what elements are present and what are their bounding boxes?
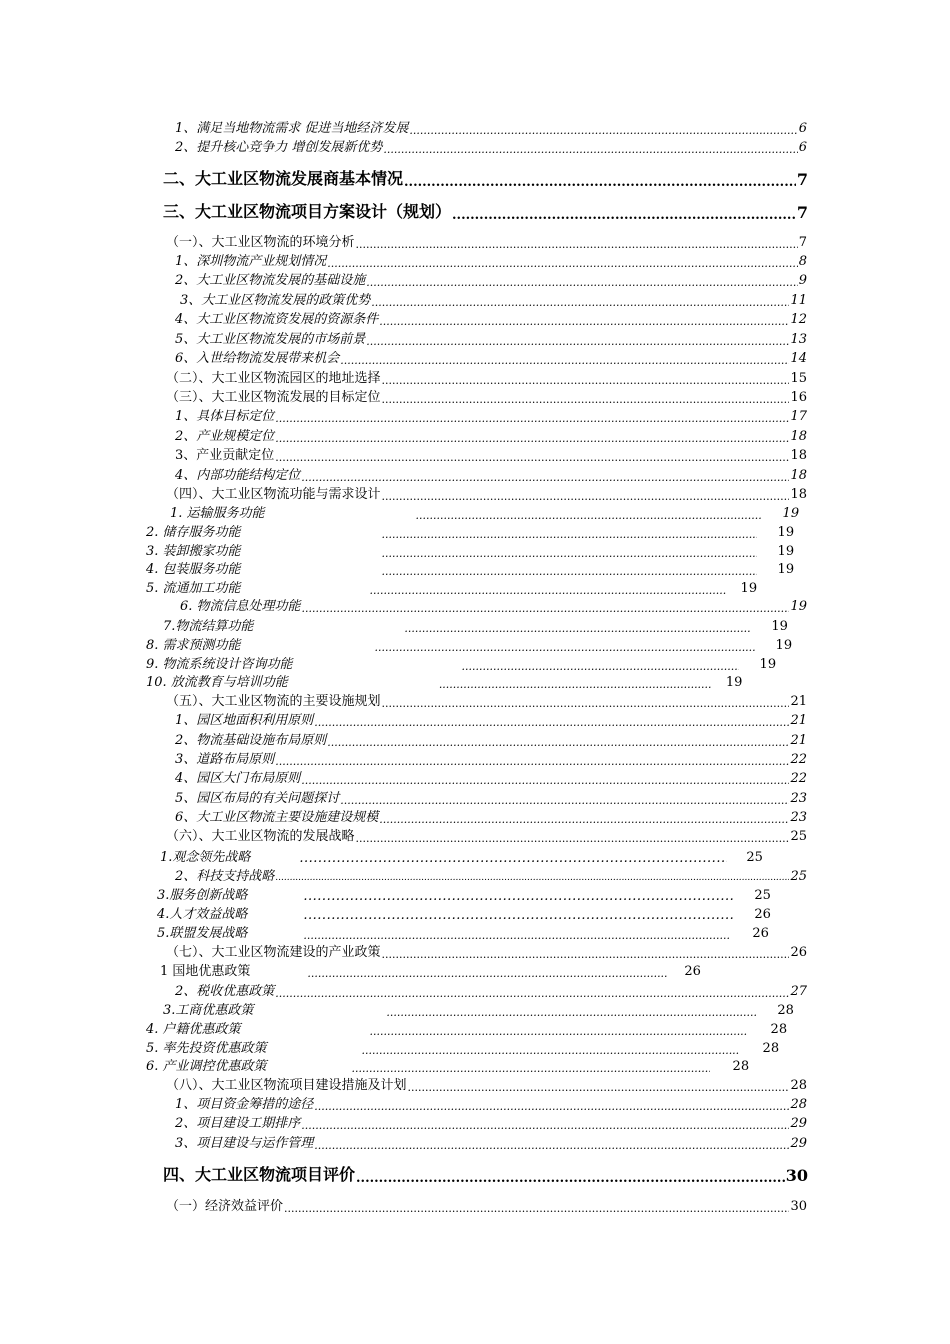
toc-entry-title: 6. 物流信息处理功能 xyxy=(180,599,301,614)
toc-entry-title: 二、大工业区物流发展商基本情况 xyxy=(163,169,404,188)
dot-leader xyxy=(382,949,790,960)
toc-entry-title: （一）经济效益评价 xyxy=(166,1199,284,1214)
toc-entry-page: 11 xyxy=(790,293,807,308)
dot-leader xyxy=(303,930,731,941)
toc-entry-title: 3.服务创新战略 xyxy=(157,888,248,903)
toc-entry-page: 6 xyxy=(798,121,807,136)
toc-entry-page: 25 xyxy=(754,888,771,903)
toc-entry xyxy=(175,405,807,424)
dot-leader xyxy=(386,1007,756,1018)
dot-leader xyxy=(275,756,789,767)
toc-entry-title: 1、项目资金筹措的途径 xyxy=(175,1097,314,1112)
dot-leader xyxy=(408,1082,790,1093)
toc-entry-title: 3、项目建设与运作管理 xyxy=(175,1136,314,1151)
toc-entry-page: 26 xyxy=(684,964,701,979)
dot-leader xyxy=(379,316,789,327)
toc-entry-page: 7 xyxy=(796,170,808,189)
toc-section xyxy=(166,231,807,250)
dot-leader xyxy=(409,125,797,136)
toc-section xyxy=(166,1074,807,1093)
toc-entry-page: 30 xyxy=(785,1166,808,1185)
toc-entry-page: 19 xyxy=(777,525,795,540)
dot-leader xyxy=(327,258,797,269)
toc-entry-page: 15 xyxy=(790,371,807,386)
dot-leader xyxy=(356,1172,785,1185)
toc-section xyxy=(166,1195,807,1214)
toc-entry-title: （八）、大工业区物流项目建设措施及计划 xyxy=(166,1078,407,1093)
toc-entry xyxy=(175,865,807,884)
toc-entry xyxy=(146,653,808,672)
toc-entry-page: 17 xyxy=(790,409,807,424)
toc-entry-title: 10. 放流教育与培训功能 xyxy=(146,675,288,690)
toc-entry-page: 19 xyxy=(759,657,777,672)
toc-entry xyxy=(175,250,807,269)
toc-section xyxy=(166,367,807,386)
dot-leader xyxy=(301,775,789,786)
toc-entry xyxy=(157,884,791,903)
toc-entry-title: 5. 流通加工功能 xyxy=(146,581,241,596)
dot-leader xyxy=(439,679,711,690)
toc-entry xyxy=(146,1055,772,1074)
toc-entry xyxy=(175,1112,807,1131)
toc-entry xyxy=(175,117,807,136)
toc-entry-title: 6、大工业区物流主要设施建设规模 xyxy=(175,810,379,825)
toc-entry xyxy=(175,464,807,483)
dot-leader xyxy=(302,603,790,614)
toc-entry-page: 19 xyxy=(775,638,793,653)
dot-leader xyxy=(382,394,790,405)
toc-entry-page: 6 xyxy=(798,140,807,155)
toc-entry xyxy=(175,425,807,444)
toc-entry xyxy=(180,289,807,308)
dot-leader xyxy=(366,277,797,288)
toc-entry-page: 13 xyxy=(790,332,807,347)
toc-entry-title: 2、提升核心竞争力 增创发展新优势 xyxy=(175,140,383,155)
toc-entry xyxy=(160,846,788,865)
toc-entry xyxy=(146,1018,808,1037)
dot-leader xyxy=(275,873,789,884)
toc-entry-title: （六）、大工业区物流的发展战略 xyxy=(166,829,355,844)
toc-entry-title: 4、园区大门布局原则 xyxy=(175,771,301,786)
dot-leader xyxy=(379,814,789,825)
toc-entry-title: 1、深圳物流产业规划情况 xyxy=(175,254,327,269)
dot-leader xyxy=(327,737,789,748)
dot-leader xyxy=(366,336,789,347)
toc-chapter xyxy=(163,1162,808,1185)
toc-entry xyxy=(163,999,808,1018)
dot-leader xyxy=(382,698,790,709)
toc-entry-title: 6、入世给物流发展带来机会 xyxy=(175,351,340,366)
toc-entry xyxy=(175,269,807,288)
toc-entry-page: 7 xyxy=(798,235,807,250)
toc-entry xyxy=(146,521,808,540)
toc-entry-title: 1.观念领先战略 xyxy=(160,850,251,865)
toc-entry-page: 28 xyxy=(762,1041,780,1056)
toc-entry-title: 5.联盟发展战略 xyxy=(157,926,248,941)
toc-section xyxy=(166,825,807,844)
toc-entry xyxy=(146,1037,808,1056)
toc-entry-page: 23 xyxy=(790,791,807,806)
toc-entry-title: 3. 装卸搬家功能 xyxy=(146,544,241,559)
toc-entry-title: 1. 运输服务功能 xyxy=(170,506,265,521)
toc-entry-page: 19 xyxy=(777,562,795,577)
toc-entry xyxy=(180,595,807,614)
toc-entry-page: 26 xyxy=(752,926,769,941)
toc-entry xyxy=(175,347,807,366)
dot-leader xyxy=(307,968,667,979)
toc-entry-page: 28 xyxy=(770,1022,788,1037)
toc-entry-page: 28 xyxy=(790,1078,807,1093)
dot-leader xyxy=(416,510,762,521)
dot-leader xyxy=(352,1063,710,1074)
toc-entry xyxy=(175,328,807,347)
toc-entry-title: 1 国地优惠政策 xyxy=(160,964,251,979)
toc-entry xyxy=(175,787,807,806)
toc-entry-page: 28 xyxy=(777,1003,794,1018)
toc-entry-page: 18 xyxy=(790,487,807,502)
toc-entry-title: 1、满足当地物流需求 促进当地经济发展 xyxy=(175,121,409,136)
dot-leader xyxy=(275,452,789,463)
toc-entry xyxy=(146,540,808,559)
toc-entry-page: 18 xyxy=(790,429,807,444)
toc-entry-page: 18 xyxy=(790,448,807,463)
toc-entry-title: 4.人才效益战略 xyxy=(157,907,248,922)
toc-section xyxy=(166,386,807,405)
toc-entry-title: 4. 包装服务功能 xyxy=(146,562,241,577)
dot-leader xyxy=(314,717,789,728)
toc-entry xyxy=(175,709,807,728)
toc-entry xyxy=(175,748,807,767)
dot-leader xyxy=(301,472,789,483)
toc-entry-title: 4. 户籍优惠政策 xyxy=(146,1022,241,1037)
toc-entry-page: 29 xyxy=(790,1136,807,1151)
toc-entry-title: 5、大工业区物流发展的市场前景 xyxy=(175,332,366,347)
toc-entry-title: 2、税收优惠政策 xyxy=(175,984,275,999)
toc-entry-title: （四）、大工业区物流功能与需求设计 xyxy=(166,487,381,502)
toc-entry-title: 2、项目建设工期排序 xyxy=(175,1116,301,1131)
toc-entry xyxy=(146,634,808,653)
toc-entry-page: 9 xyxy=(798,273,807,288)
toc-entry-page: 21 xyxy=(790,694,807,709)
dot-leader xyxy=(314,1140,789,1151)
toc-entry xyxy=(175,767,807,786)
dot-leader xyxy=(404,623,750,634)
toc-entry-page: 21 xyxy=(790,733,807,748)
toc-entry-page: 29 xyxy=(790,1116,807,1131)
toc-entry-page: 22 xyxy=(790,771,807,786)
toc-entry xyxy=(175,308,807,327)
toc-entry-page: 18 xyxy=(790,468,807,483)
toc-entry-title: 3、产业贡献定位 xyxy=(175,448,275,463)
toc-entry xyxy=(146,671,768,690)
toc-entry-title: 2、大工业区物流发展的基础设施 xyxy=(175,273,366,288)
toc-entry-page: 30 xyxy=(790,1199,807,1214)
toc-entry-page: 22 xyxy=(790,752,807,767)
toc-entry xyxy=(175,729,807,748)
toc-entry-title: 3、大工业区物流发展的政策优势 xyxy=(180,293,371,308)
toc-entry xyxy=(157,922,789,941)
toc-section xyxy=(166,941,807,960)
dot-leader xyxy=(275,413,789,424)
toc-entry-title: 4、大工业区物流资发展的资源条件 xyxy=(175,312,379,327)
toc-entry xyxy=(160,960,722,979)
dot-leader xyxy=(452,209,796,222)
dot-leader xyxy=(382,491,790,502)
toc-entry-title: 6. 产业调控优惠政策 xyxy=(146,1059,267,1074)
toc-entry xyxy=(175,1093,807,1112)
toc-entry-page: 25 xyxy=(790,829,807,844)
toc-entry-title: 5. 率先投资优惠政策 xyxy=(146,1041,267,1056)
dot-leader xyxy=(284,1203,789,1214)
toc-entry xyxy=(146,577,776,596)
toc-entry-page: 25 xyxy=(790,869,807,884)
dot-leader xyxy=(375,642,755,653)
toc-entry-title: （一）、大工业区物流的环境分析 xyxy=(166,235,355,250)
dot-leader xyxy=(303,890,733,903)
toc-chapter xyxy=(163,166,808,189)
toc-entry-title: 三、大工业区物流项目方案设计（规划） xyxy=(163,202,452,221)
toc-entry-title: 4、内部功能结构定位 xyxy=(175,468,301,483)
dot-leader xyxy=(303,909,733,922)
toc-entry xyxy=(175,444,807,463)
toc-entry-page: 25 xyxy=(746,850,763,865)
toc-entry xyxy=(157,903,791,922)
toc-entry-title: （五）、大工业区物流的主要设施规划 xyxy=(166,694,381,709)
toc-entry xyxy=(163,615,808,634)
dot-leader xyxy=(314,1101,789,1112)
toc-entry-page: 7 xyxy=(796,203,808,222)
toc-entry-page: 28 xyxy=(732,1059,750,1074)
dot-leader xyxy=(371,297,789,308)
toc-chapter xyxy=(163,199,808,222)
toc-section xyxy=(166,483,807,502)
toc-entry xyxy=(175,136,807,155)
toc-entry-title: 2、科技支持战略 xyxy=(175,869,275,884)
dot-leader xyxy=(301,1120,789,1131)
toc-entry-title: 1、园区地面积利用原则 xyxy=(175,713,314,728)
toc-entry-page: 8 xyxy=(798,254,807,269)
toc-entry xyxy=(170,502,808,521)
dot-leader xyxy=(382,566,757,577)
toc-entry-title: 2. 储存服务功能 xyxy=(146,525,241,540)
toc-entry-title: 9. 物流系统设计咨询功能 xyxy=(146,657,293,672)
toc-entry-title: 7.物流结算功能 xyxy=(163,619,254,634)
toc-entry-title: （三）、大工业区物流发展的目标定位 xyxy=(166,390,381,405)
toc-entry-page: 19 xyxy=(782,506,800,521)
dot-leader xyxy=(404,176,796,189)
toc-entry-page: 19 xyxy=(725,675,743,690)
toc-entry-title: （二）、大工业区物流园区的地址选择 xyxy=(166,371,381,386)
toc-entry-page: 28 xyxy=(790,1097,807,1112)
toc-entry-title: 3、道路布局原则 xyxy=(175,752,275,767)
dot-leader xyxy=(275,433,789,444)
toc-entry-title: 8. 需求预测功能 xyxy=(146,638,241,653)
toc-entry-title: 2、物流基础设施布局原则 xyxy=(175,733,327,748)
dot-leader xyxy=(356,833,790,844)
dot-leader xyxy=(383,144,797,155)
toc-entry-page: 12 xyxy=(790,312,807,327)
toc-entry-page: 14 xyxy=(790,351,807,366)
toc-entry-page: 16 xyxy=(790,390,807,405)
toc-entry-title: 2、产业规模定位 xyxy=(175,429,275,444)
dot-leader xyxy=(299,852,727,865)
toc-entry xyxy=(175,980,807,999)
dot-leader xyxy=(382,375,790,386)
toc-entry-page: 19 xyxy=(740,581,758,596)
toc-entry-page: 19 xyxy=(790,599,807,614)
dot-leader xyxy=(382,529,757,540)
toc-entry-title: （七）、大工业区物流建设的产业政策 xyxy=(166,945,381,960)
toc-section xyxy=(166,690,807,709)
dot-leader xyxy=(370,1026,748,1037)
dot-leader xyxy=(275,988,789,999)
toc-entry-page: 19 xyxy=(777,544,795,559)
dot-leader xyxy=(356,239,798,250)
toc-entry-page: 21 xyxy=(790,713,807,728)
toc-entry-title: 1、具体目标定位 xyxy=(175,409,275,424)
dot-leader xyxy=(340,795,789,806)
toc-entry-page: 27 xyxy=(790,984,807,999)
toc-entry-page: 19 xyxy=(771,619,788,634)
toc-entry-page: 26 xyxy=(790,945,807,960)
dot-leader xyxy=(340,355,789,366)
toc-entry-title: 四、大工业区物流项目评价 xyxy=(163,1165,356,1184)
toc-entry xyxy=(146,558,808,577)
toc-entry-page: 23 xyxy=(790,810,807,825)
toc-entry xyxy=(175,1132,807,1151)
toc-entry xyxy=(175,806,807,825)
toc-entry-page: 26 xyxy=(754,907,771,922)
toc-entry-title: 5、园区布局的有关问题探讨 xyxy=(175,791,340,806)
toc-entry-title: 3.工商优惠政策 xyxy=(163,1003,254,1018)
